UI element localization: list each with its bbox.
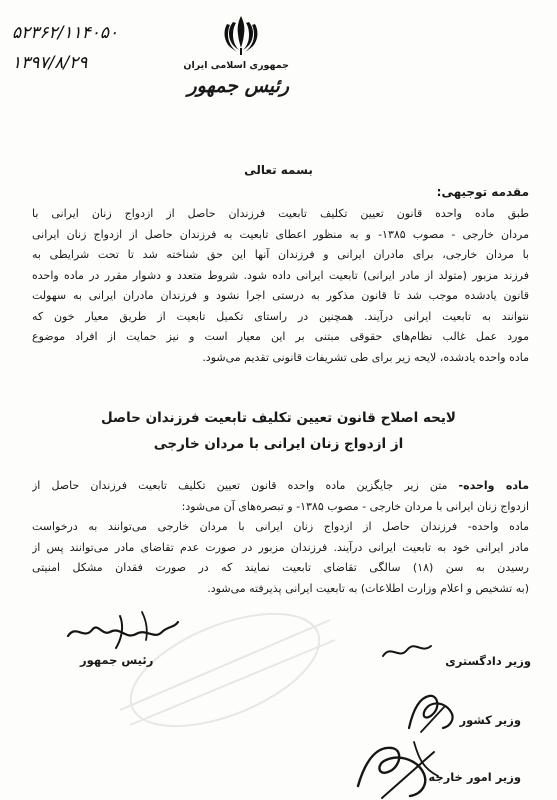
intro-line: قانون یادشده موجب شد تا قانون مذکور به درستی اجرا نشود و فرزندان مادران ایرانی به سهولت	[32, 289, 529, 302]
article-paragraph	[32, 476, 529, 517]
president-title: رئیس جمهور	[187, 75, 289, 97]
sub-article-line: رسیدن به سن (۱۸) سالگی تقاضای تابعیت نمایند که در صورت فقدان مشکل امنیتی	[32, 561, 529, 574]
interior-minister-label: وزیر کشور	[459, 713, 521, 727]
intro-line: فرزند مزبور (متولد از مادر ایرانی) تابعیت ایرانی داده شود. شروط متعدد و دشوار مقرر در ماده واحده	[32, 268, 529, 282]
letterhead	[183, 14, 289, 98]
intro-line: نتوانند به تابعیت ایرانی درآیند. همچنین در راستای تکمیل تابعیت از طریق معیار خون که	[32, 309, 529, 323]
intro-line: طبق ماده واحده قانون تعیین تکلیف تابعیت فرزندان حاصل از ازدواج زنان ایرانی با	[32, 207, 529, 220]
president-signature	[62, 606, 182, 654]
invocation: بسمه تعالی	[244, 163, 313, 177]
interior-minister-signature	[401, 688, 461, 738]
intro-heading: مقدمه توجیهی:	[436, 185, 529, 199]
document-number: ۵۲۳۶۲/۱۱۴۰۵۰	[12, 23, 119, 43]
article-lead: ماده واحده-	[458, 479, 529, 492]
article-line	[32, 476, 529, 497]
president-signature-label: رئیس جمهور	[80, 653, 154, 667]
article-line-1-text: متن زیر جایگزین ماده واحده قانون تعیین تکلیف تابعیت فرزندان حاصل از	[32, 479, 459, 492]
intro-paragraph	[32, 204, 529, 368]
bill-title-line-2: از ازدواج زنان ایرانی با مردان خارجی	[153, 436, 404, 452]
intro-line: مردان خارجی - مصوب ۱۳۸۵- و به منظور اعطای تابعیت به فرزندان حاصل از ازدواج زنان ایرانی	[32, 227, 529, 241]
intro-line: مورد عمل غالب نظام‌های حقوقی مبتنی بر این معیار است و نیز حمایت از افراد موضوع	[32, 330, 529, 343]
foreign-minister-signature	[352, 738, 447, 800]
sub-article-line: مادر ایرانی خود به تابعیت ایرانی درآیند. فرزندان مزبور در صورت عدم تقاضای مادر می‌توانند پس از	[32, 540, 529, 554]
sub-article-line: ماده واحده- فرزندان حاصل از ازدواج زنان ایرانی با مردان خارجی می‌توانند به درخواست	[32, 520, 529, 533]
justice-minister-label: وزیر دادگستری	[445, 654, 531, 668]
bill-title-line-1: لایحه اصلاح قانون تعیین تکلیف تابعیت فرزندان حاصل	[101, 410, 456, 426]
foreign-minister-label: وزیر امور خارجه	[428, 770, 521, 784]
justice-minister-signature	[377, 630, 437, 670]
intro-line: ماده واحده یادشده، لایحه زیر برای طی تشریفات قانونی تقدیم می‌شود.	[202, 350, 529, 364]
iran-emblem-icon	[221, 14, 261, 56]
intro-line: با مردان خارجی، برای مادران ایرانی و فرزندان آنها این حق شناخته شد تا تحت شرایطی به	[32, 248, 529, 261]
sub-article-line: (به تشخیص و اعلام وزارت اطلاعات) به تابعیت ایرانی پذیرفته می‌شود.	[207, 581, 529, 595]
document-date: ۱۳۹۷/۸/۲۹	[12, 53, 88, 73]
republic-name: جمهوری اسلامی ایران	[183, 60, 289, 71]
article-line: ازدواج زنان ایرانی با مردان خارجی - مصوب ۱۳۸۵- و تبصره‌های آن می‌شود:	[181, 499, 529, 513]
sub-article-paragraph	[32, 517, 529, 599]
document-reference	[12, 18, 182, 78]
